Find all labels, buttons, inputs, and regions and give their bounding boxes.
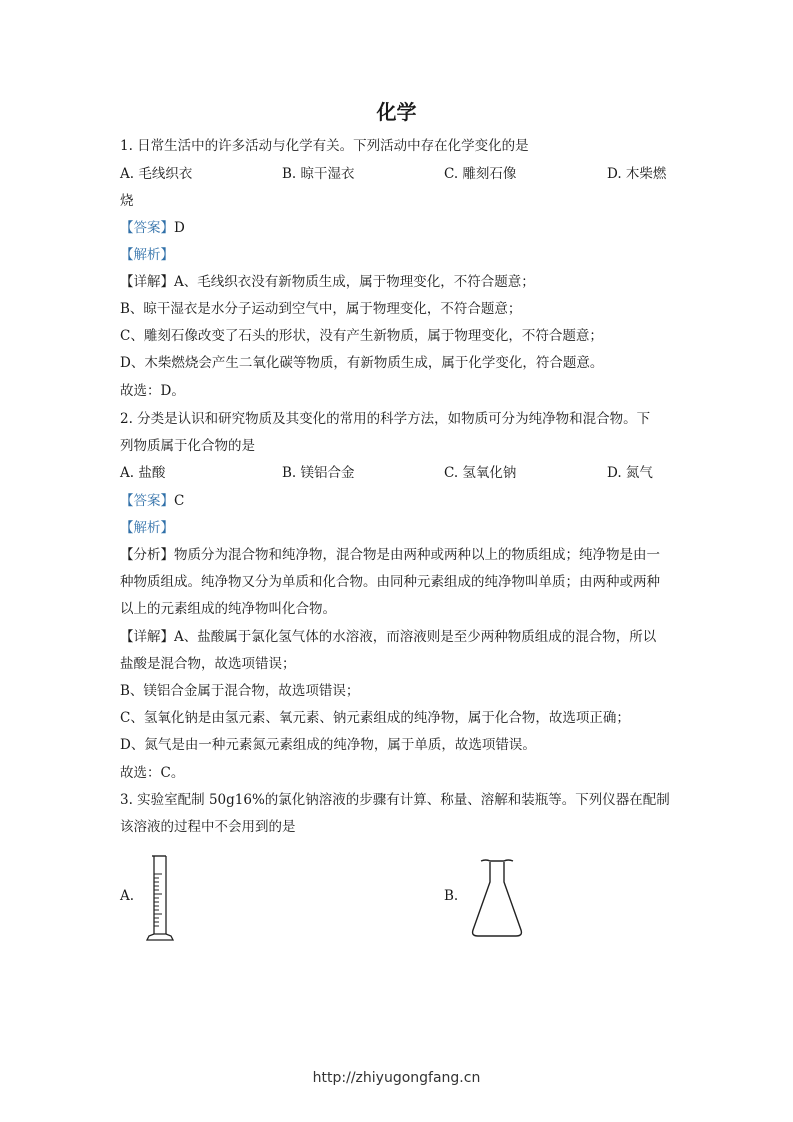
q1-detail-text: A、毛线织衣没有新物质生成，属于物理变化，不符合题意；: [174, 274, 535, 290]
q2-conclusion: 故选：C。: [120, 765, 185, 781]
q1-option-wrap: 烧: [120, 193, 134, 209]
conical-flask-image: [468, 856, 526, 942]
q2-detail-text: A、盐酸属于氯化氢气体的水溶液，而溶液则是至少两种物质组成的混合物，所以: [174, 629, 657, 645]
q1-detail-line-2: B、晾干湿衣是水分子运动到空气中，属于物理变化，不符合题意；: [120, 301, 522, 317]
detail-tag: 【详解】: [120, 629, 174, 645]
detail-tag: 【详解】: [120, 274, 174, 290]
q3-stem-line-1: 3. 实验室配制 50g16%的氯化钠溶液的步骤有计算、称量、溶解和装瓶等。下列仪器在配制: [120, 792, 670, 808]
q1-analysis-tag: 【解析】: [120, 247, 174, 263]
q1-option-a: A. 毛线织衣: [120, 166, 193, 182]
q3-option-b: B.: [444, 888, 459, 904]
q1-detail-line-4: D、木柴燃烧会产生二氧化碳等物质，有新物质生成，属于化学变化，符合题意。: [120, 355, 604, 371]
q3-stem-line-2: 该溶液的过程中不会用到的是: [120, 819, 296, 835]
q1-conclusion: 故选：D。: [120, 383, 185, 399]
q2-option-d: D. 氮气: [607, 465, 653, 481]
q2-stem-line-1: 2. 分类是认识和研究物质及其变化的常用的科学方法，如物质可分为纯净物和混合物。下: [120, 411, 651, 427]
q2-analyze-line-2: 种物质组成。纯净物又分为单质和化合物。由同种元素组成的纯净物叫单质；由两种或两种: [120, 574, 660, 590]
q1-answer: D: [174, 220, 185, 236]
q3-option-a: A.: [120, 888, 135, 904]
q2-detail-line-4: C、氢氧化钠是由氢元素、氧元素、钠元素组成的纯净物，属于化合物，故选项正确；: [120, 710, 630, 726]
q2-analyze-text: 物质分为混合物和纯净物，混合物是由两种或两种以上的物质组成；纯净物是由一: [174, 547, 660, 563]
q2-analysis-tag: 【解析】: [120, 520, 174, 536]
q2-option-c: C. 氢氧化钠: [444, 465, 517, 481]
q1-option-b: B. 晾干湿衣: [282, 166, 355, 182]
q2-detail-line-1: [120, 628, 656, 646]
q1-detail-line-3: C、雕刻石像改变了石头的形状，没有产生新物质，属于物理变化，不符合题意；: [120, 328, 603, 344]
q2-detail-line-5: D、氮气是由一种元素氮元素组成的纯净物，属于单质，故选项错误。: [120, 737, 536, 753]
graduated-cylinder-image: [144, 852, 180, 944]
q2-detail-line-2: 盐酸是混合物，故选项错误；: [120, 656, 296, 672]
q2-option-b: B. 镁铝合金: [282, 465, 355, 481]
q1-option-c: C. 雕刻石像: [444, 166, 517, 182]
q1-option-d: D. 木柴燃: [607, 166, 667, 182]
q2-answer: C: [174, 493, 185, 509]
answer-tag: 【答案】: [120, 220, 174, 236]
q2-analyze-line-3: 以上的元素组成的纯净物叫化合物。: [120, 601, 336, 617]
q2-analyze-line-1: [120, 546, 660, 564]
q2-detail-line-3: B、镁铝合金属于混合物，故选项错误；: [120, 683, 360, 699]
analyze-tag: 【分析】: [120, 547, 174, 563]
q2-stem-line-2: 列物质属于化合物的是: [120, 438, 255, 454]
page-title: 化学: [376, 100, 417, 124]
q1-stem: 1. 日常生活中的许多活动与化学有关。下列活动中存在化学变化的是: [120, 138, 529, 154]
q1-answer-line: [120, 219, 185, 237]
answer-tag: 【答案】: [120, 493, 174, 509]
q1-detail-line-1: [120, 273, 535, 291]
q2-option-a: A. 盐酸: [120, 465, 166, 481]
q2-answer-line: [120, 492, 184, 510]
footer-url: http://zhiyugongfang.cn: [312, 1070, 481, 1086]
